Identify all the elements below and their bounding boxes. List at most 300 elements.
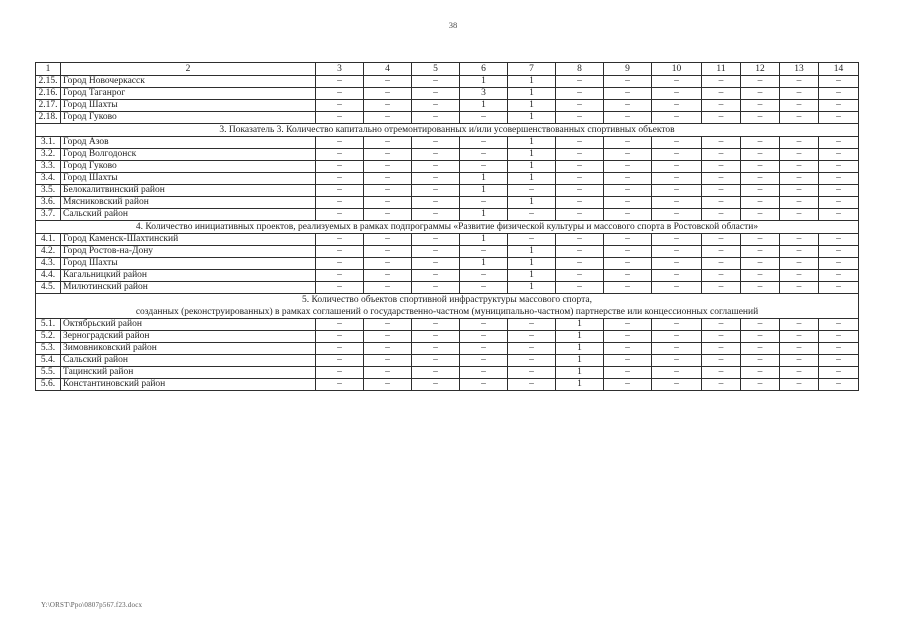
value-cell: – [702, 234, 741, 246]
section-title-line: 4. Количество инициативных проектов, реализуемых в рамках подпрограммы «Развитие физической культуры и массового спорта в Ростовской области» [135, 222, 759, 232]
value-cell: – [556, 173, 604, 185]
value-cell: – [364, 137, 412, 149]
value-cell: 1 [556, 379, 604, 391]
value-cell: 1 [508, 246, 556, 258]
column-number-cell: 7 [508, 63, 556, 76]
value-cell: – [556, 270, 604, 282]
value-cell: – [780, 88, 819, 100]
table-row [36, 173, 859, 185]
value-cell: – [652, 234, 702, 246]
value-cell: – [316, 149, 364, 161]
row-index-cell: 4.5. [36, 282, 61, 294]
value-cell: – [741, 234, 780, 246]
value-cell: – [780, 112, 819, 124]
value-cell: – [604, 161, 652, 173]
value-cell: – [604, 137, 652, 149]
value-cell: – [412, 234, 460, 246]
table-row [36, 270, 859, 282]
value-cell: – [364, 270, 412, 282]
value-cell: – [412, 319, 460, 331]
value-cell: – [819, 379, 859, 391]
value-cell: – [780, 367, 819, 379]
value-cell: 1 [556, 367, 604, 379]
row-index-cell: 3.3. [36, 161, 61, 173]
value-cell: – [741, 137, 780, 149]
value-cell: – [604, 319, 652, 331]
value-cell: – [741, 185, 780, 197]
value-cell: – [702, 319, 741, 331]
value-cell: – [780, 355, 819, 367]
value-cell: – [412, 282, 460, 294]
value-cell: – [780, 319, 819, 331]
value-cell: – [652, 270, 702, 282]
value-cell: – [460, 355, 508, 367]
value-cell: – [741, 319, 780, 331]
value-cell: – [741, 282, 780, 294]
value-cell: – [556, 161, 604, 173]
value-cell: – [508, 185, 556, 197]
value-cell: – [819, 161, 859, 173]
row-index-cell: 5.2. [36, 331, 61, 343]
value-cell: – [508, 379, 556, 391]
value-cell: – [316, 112, 364, 124]
column-number-cell: 4 [364, 63, 412, 76]
value-cell: – [819, 246, 859, 258]
value-cell: 1 [556, 343, 604, 355]
value-cell: – [556, 112, 604, 124]
value-cell: – [741, 355, 780, 367]
column-number-cell: 14 [819, 63, 859, 76]
value-cell: – [412, 331, 460, 343]
value-cell: – [316, 343, 364, 355]
value-cell: – [556, 88, 604, 100]
value-cell: 1 [508, 76, 556, 88]
value-cell: – [652, 209, 702, 221]
territory-name-cell: Город Ростов-на-Дону [61, 246, 316, 258]
row-index-cell: 4.4. [36, 270, 61, 282]
table-row [36, 112, 859, 124]
value-cell: – [364, 319, 412, 331]
value-cell: – [508, 331, 556, 343]
value-cell: – [556, 209, 604, 221]
value-cell: 1 [460, 234, 508, 246]
value-cell: – [780, 185, 819, 197]
value-cell: – [741, 367, 780, 379]
report-table [35, 62, 859, 391]
value-cell: – [412, 76, 460, 88]
row-index-cell: 3.2. [36, 149, 61, 161]
value-cell: – [652, 100, 702, 112]
value-cell: – [604, 246, 652, 258]
table-row [36, 234, 859, 246]
table-row [36, 319, 859, 331]
territory-name-cell: Зерноградский район [61, 331, 316, 343]
table-row [36, 282, 859, 294]
value-cell: – [316, 88, 364, 100]
row-index-cell: 5.4. [36, 355, 61, 367]
value-cell: – [316, 258, 364, 270]
value-cell: – [316, 197, 364, 209]
section-title [36, 294, 859, 319]
table-row [36, 149, 859, 161]
section-title-line: созданных (реконструированных) в рамках соглашений о государственно-частном (муниципально-частном) партнерстве или концессионных соглашений [135, 307, 759, 317]
value-cell: – [819, 112, 859, 124]
value-cell: – [604, 173, 652, 185]
value-cell: – [604, 379, 652, 391]
territory-name-cell: Белокалитвинский район [61, 185, 316, 197]
value-cell: – [556, 282, 604, 294]
value-cell: – [364, 76, 412, 88]
section-title-line: 5. Количество объектов спортивной инфраструктуры массового спорта, [301, 295, 592, 305]
section-title-row [36, 294, 859, 319]
value-cell: – [652, 76, 702, 88]
value-cell: – [741, 331, 780, 343]
row-index-cell: 5.3. [36, 343, 61, 355]
value-cell: – [460, 343, 508, 355]
value-cell: – [741, 270, 780, 282]
value-cell: – [702, 282, 741, 294]
row-index-cell: 2.15. [36, 76, 61, 88]
value-cell: – [819, 149, 859, 161]
territory-name-cell: Город Гуково [61, 112, 316, 124]
value-cell: – [652, 355, 702, 367]
value-cell: – [780, 234, 819, 246]
value-cell: 1 [460, 76, 508, 88]
value-cell: – [741, 197, 780, 209]
value-cell: – [412, 137, 460, 149]
territory-name-cell: Город Каменск-Шахтинский [61, 234, 316, 246]
value-cell: – [780, 282, 819, 294]
value-cell: – [702, 343, 741, 355]
value-cell: 1 [556, 319, 604, 331]
value-cell: – [556, 185, 604, 197]
footer-file-path: Y:\ORST\Ppo\0807p567.f23.docx [41, 601, 143, 609]
value-cell: – [702, 88, 741, 100]
value-cell: – [556, 234, 604, 246]
value-cell: 1 [460, 185, 508, 197]
value-cell: – [741, 209, 780, 221]
value-cell: – [460, 270, 508, 282]
value-cell: 1 [508, 149, 556, 161]
value-cell: – [364, 112, 412, 124]
territory-name-cell: Город Шахты [61, 100, 316, 112]
territory-name-cell: Милютинский район [61, 282, 316, 294]
value-cell: – [364, 379, 412, 391]
value-cell: – [702, 137, 741, 149]
value-cell: – [412, 173, 460, 185]
value-cell: – [412, 88, 460, 100]
table-row [36, 197, 859, 209]
value-cell: – [508, 234, 556, 246]
value-cell: 1 [556, 331, 604, 343]
table-row [36, 355, 859, 367]
value-cell: – [412, 270, 460, 282]
value-cell: – [316, 246, 364, 258]
value-cell: – [652, 319, 702, 331]
territory-name-cell: Город Гуково [61, 161, 316, 173]
row-index-cell: 3.1. [36, 137, 61, 149]
value-cell: – [556, 76, 604, 88]
value-cell: – [819, 343, 859, 355]
value-cell: – [780, 137, 819, 149]
table-row [36, 246, 859, 258]
value-cell: 1 [508, 258, 556, 270]
territory-name-cell: Город Азов [61, 137, 316, 149]
value-cell: – [316, 331, 364, 343]
value-cell: – [780, 270, 819, 282]
section-title [36, 124, 859, 137]
table-row [36, 76, 859, 88]
value-cell: 1 [460, 209, 508, 221]
section-title-row [36, 221, 859, 234]
value-cell: – [780, 258, 819, 270]
value-cell: – [604, 282, 652, 294]
value-cell: – [412, 185, 460, 197]
value-cell: 1 [508, 270, 556, 282]
value-cell: – [780, 209, 819, 221]
value-cell: – [604, 234, 652, 246]
value-cell: – [819, 258, 859, 270]
value-cell: – [652, 367, 702, 379]
value-cell: – [741, 149, 780, 161]
page-number: 38 [448, 20, 458, 30]
value-cell: – [316, 137, 364, 149]
value-cell: – [412, 161, 460, 173]
value-cell: – [652, 88, 702, 100]
value-cell: 1 [508, 137, 556, 149]
value-cell: – [412, 343, 460, 355]
value-cell: – [819, 331, 859, 343]
territory-name-cell: Константиновский район [61, 379, 316, 391]
territory-name-cell: Мясниковский район [61, 197, 316, 209]
value-cell: 1 [460, 258, 508, 270]
value-cell: – [819, 76, 859, 88]
table-row [36, 258, 859, 270]
value-cell: – [780, 246, 819, 258]
value-cell: – [652, 185, 702, 197]
value-cell: – [412, 149, 460, 161]
value-cell: – [702, 209, 741, 221]
value-cell: – [819, 282, 859, 294]
value-cell: – [460, 112, 508, 124]
table-row [36, 367, 859, 379]
table-row [36, 88, 859, 100]
value-cell: – [316, 161, 364, 173]
value-cell: – [460, 282, 508, 294]
row-index-cell: 4.3. [36, 258, 61, 270]
value-cell: – [364, 197, 412, 209]
value-cell: – [508, 367, 556, 379]
value-cell: – [460, 137, 508, 149]
column-number-cell: 12 [741, 63, 780, 76]
value-cell: – [741, 258, 780, 270]
column-number-cell: 9 [604, 63, 652, 76]
value-cell: – [556, 149, 604, 161]
value-cell: – [364, 173, 412, 185]
row-index-cell: 2.18. [36, 112, 61, 124]
table-row [36, 185, 859, 197]
value-cell: – [604, 197, 652, 209]
value-cell: – [819, 100, 859, 112]
value-cell: 1 [556, 355, 604, 367]
value-cell: – [364, 88, 412, 100]
value-cell: – [780, 100, 819, 112]
value-cell: – [652, 137, 702, 149]
territory-name-cell: Тацинский район [61, 367, 316, 379]
value-cell: – [652, 149, 702, 161]
value-cell: – [460, 319, 508, 331]
territory-name-cell: Зимовниковский район [61, 343, 316, 355]
report-table-body [36, 63, 859, 391]
value-cell: – [702, 161, 741, 173]
value-cell: – [702, 76, 741, 88]
column-number-cell: 1 [36, 63, 61, 76]
value-cell: 1 [460, 100, 508, 112]
value-cell: – [702, 100, 741, 112]
value-cell: – [412, 209, 460, 221]
value-cell: – [652, 197, 702, 209]
value-cell: – [604, 343, 652, 355]
value-cell: – [741, 246, 780, 258]
value-cell: – [364, 100, 412, 112]
value-cell: – [604, 367, 652, 379]
value-cell: – [819, 355, 859, 367]
section-title [36, 221, 859, 234]
value-cell: – [819, 234, 859, 246]
row-index-cell: 5.1. [36, 319, 61, 331]
row-index-cell: 4.1. [36, 234, 61, 246]
value-cell: – [316, 319, 364, 331]
value-cell: – [412, 100, 460, 112]
row-index-cell: 5.5. [36, 367, 61, 379]
value-cell: – [652, 379, 702, 391]
column-number-header-row [36, 63, 859, 76]
value-cell: – [556, 137, 604, 149]
section-title-line: 3. Показатель 3. Количество капитально отремонтированных и/или усовершенствованных спортивных объектов [219, 125, 675, 135]
value-cell: – [604, 258, 652, 270]
value-cell: 1 [508, 161, 556, 173]
table-row [36, 209, 859, 221]
column-number-cell: 5 [412, 63, 460, 76]
value-cell: – [460, 367, 508, 379]
table-row [36, 331, 859, 343]
value-cell: – [702, 112, 741, 124]
table-row [36, 161, 859, 173]
value-cell: – [702, 246, 741, 258]
value-cell: – [316, 270, 364, 282]
value-cell: – [702, 185, 741, 197]
value-cell: 3 [460, 88, 508, 100]
value-cell: – [604, 331, 652, 343]
value-cell: – [316, 282, 364, 294]
value-cell: – [364, 246, 412, 258]
value-cell: – [652, 173, 702, 185]
row-index-cell: 3.4. [36, 173, 61, 185]
value-cell: – [741, 161, 780, 173]
value-cell: – [652, 343, 702, 355]
value-cell: – [780, 173, 819, 185]
value-cell: – [702, 173, 741, 185]
value-cell: 1 [508, 88, 556, 100]
value-cell: – [780, 331, 819, 343]
value-cell: – [412, 197, 460, 209]
value-cell: – [819, 173, 859, 185]
column-number-cell: 10 [652, 63, 702, 76]
value-cell: – [604, 76, 652, 88]
value-cell: – [604, 100, 652, 112]
value-cell: – [316, 76, 364, 88]
value-cell: – [460, 197, 508, 209]
value-cell: – [702, 197, 741, 209]
value-cell: – [702, 379, 741, 391]
table-row [36, 137, 859, 149]
value-cell: – [412, 258, 460, 270]
value-cell: – [316, 173, 364, 185]
value-cell: – [702, 270, 741, 282]
value-cell: – [652, 258, 702, 270]
value-cell: – [556, 100, 604, 112]
value-cell: – [556, 246, 604, 258]
value-cell: – [780, 197, 819, 209]
value-cell: – [460, 379, 508, 391]
value-cell: – [652, 331, 702, 343]
row-index-cell: 4.2. [36, 246, 61, 258]
value-cell: – [741, 100, 780, 112]
value-cell: – [412, 355, 460, 367]
value-cell: 1 [460, 173, 508, 185]
value-cell: – [556, 197, 604, 209]
row-index-cell: 2.16. [36, 88, 61, 100]
value-cell: – [741, 343, 780, 355]
value-cell: – [508, 355, 556, 367]
territory-name-cell: Кагальницкий район [61, 270, 316, 282]
value-cell: – [741, 173, 780, 185]
territory-name-cell: Сальский район [61, 209, 316, 221]
territory-name-cell: Город Шахты [61, 173, 316, 185]
value-cell: – [780, 149, 819, 161]
value-cell: – [702, 331, 741, 343]
value-cell: – [604, 355, 652, 367]
value-cell: – [460, 149, 508, 161]
row-index-cell: 3.5. [36, 185, 61, 197]
value-cell: 1 [508, 282, 556, 294]
value-cell: – [652, 161, 702, 173]
row-index-cell: 3.6. [36, 197, 61, 209]
value-cell: – [316, 379, 364, 391]
value-cell: – [364, 355, 412, 367]
value-cell: – [780, 379, 819, 391]
column-number-cell: 3 [316, 63, 364, 76]
value-cell: – [819, 185, 859, 197]
value-cell: – [780, 343, 819, 355]
value-cell: – [364, 367, 412, 379]
value-cell: – [460, 246, 508, 258]
value-cell: – [364, 234, 412, 246]
value-cell: – [604, 88, 652, 100]
value-cell: – [364, 161, 412, 173]
value-cell: – [412, 112, 460, 124]
value-cell: – [652, 112, 702, 124]
value-cell: 1 [508, 173, 556, 185]
section-title-row [36, 124, 859, 137]
value-cell: – [316, 100, 364, 112]
value-cell: – [316, 185, 364, 197]
value-cell: 1 [508, 197, 556, 209]
value-cell: – [819, 197, 859, 209]
value-cell: – [819, 209, 859, 221]
value-cell: – [780, 161, 819, 173]
value-cell: – [508, 343, 556, 355]
